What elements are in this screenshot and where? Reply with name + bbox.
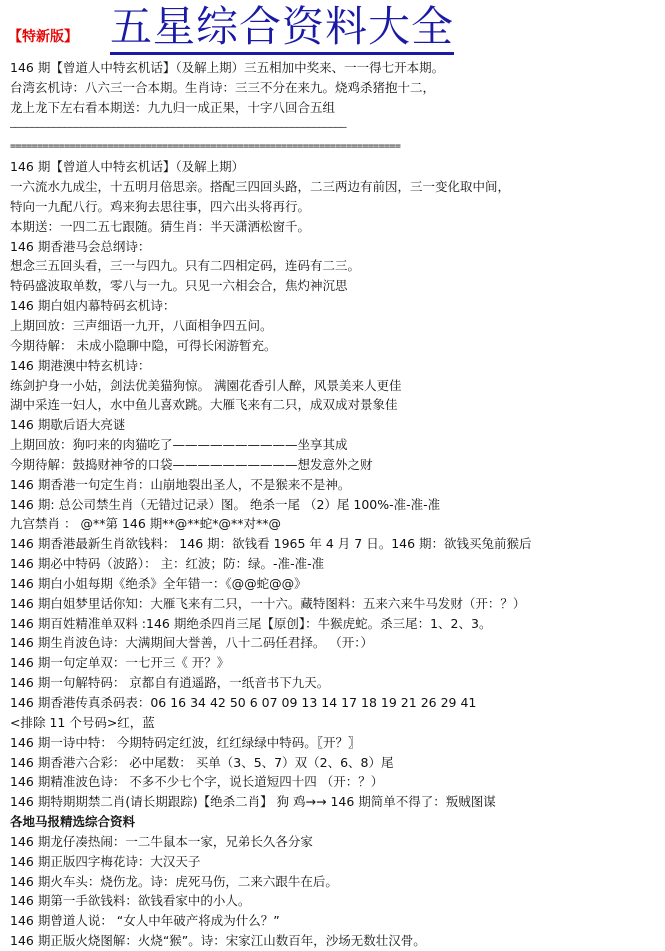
text-line: 146 期【曾道人中特玄机话】（及解上期）三五相加中奖来、一一得七开本期。	[10, 60, 445, 75]
text-line: 146 期一句定单双：一七开三《 开？》	[10, 655, 230, 671]
page-title: 五星综合资料大全	[110, 2, 454, 55]
text-line: 龙上龙下左右看本期送：九九归一成正果，十字八回合五组	[10, 99, 336, 115]
text-line: 146 期火车头：烧伤龙。诗：虎死马伤，二来六跟牛在后。	[10, 873, 338, 889]
text-line: 练剑护身一小姑，剑法优美猫狗惊。 满園花香引人醉，风景美来人更佳	[10, 377, 402, 393]
text-line: 146 期一诗中特： 今期特码定红波，红红绿绿中特码。〖开？〗	[10, 734, 361, 750]
text-line: 146 期百姓精准单双料 :146 期绝杀四肖三尾【原创】：牛猴虎蛇。杀三尾：1、2、3。	[10, 615, 492, 631]
text-line: 本期送：一四二五七跟随。猜生肖：半天潇洒松窗千。	[10, 218, 311, 234]
text-line: 一六流水九成尘，十五明月倍思亲。搭配三四回头路，二三两边有前因，三一变化取中间，	[10, 179, 511, 195]
section-heading: 各地马报精选综合资料	[10, 814, 136, 830]
text-line: 今期待解：鼓捣财神爷的口袋——————————想发意外之财	[10, 456, 373, 472]
text-line: 146 期白姐内幕特码玄机诗：	[10, 298, 176, 314]
text-line: 九宫禁肖 ： @**第 146 期**@**蛇*@**对**@	[10, 516, 282, 532]
text-line: <排除 11 个号码>红，蓝	[10, 714, 155, 730]
text-line: 台湾玄机诗：八六三一合本期。生肖诗：三三不分在来九。烧鸡杀猪抱十二，	[10, 79, 436, 95]
text-line: 146 期生肖波色诗：大满期间大誉善，八十二码任君择。 （开：）	[10, 635, 374, 651]
text-line: 想念三五回头看，三一与四九。只有二四相定码，连码有二三。	[10, 258, 361, 274]
text-line: 146 期香港马会总纲诗：	[10, 238, 151, 254]
text-line: 146 期香港最新生肖欲钱料： 146 期：欲钱看 1965 年 4 月 7 日。146 期：欲钱买兔前猴后	[10, 536, 532, 552]
divider-line: ——————————————————————————————————————————————————————————————	[10, 121, 347, 133]
text-line: 146 期香港六合彩： 必中尾数： 买单（3、5、7）双（2、6、8）尾	[10, 754, 394, 770]
text-line: 146 期一句解特码： 京都自有逍遥路，一纸音书下九天。	[10, 675, 330, 691]
text-line: 146 期香港一句定生肖：山崩地裂出圣人，不是猴来不是神。	[10, 476, 351, 492]
text-line: 146 期【曾道人中特玄机话】（及解上期）	[10, 159, 245, 175]
text-line: 湖中采连一妇人，水中鱼儿喜欢跳。大雁飞来有二只，成双成对景象佳	[10, 397, 398, 413]
text-line: 146 期第一手欲钱料：欲钱看家中的小人。	[10, 893, 251, 909]
text-line: 146 期正版四字梅花诗：大汉天子	[10, 853, 201, 869]
text-line: 146 期香港传真杀码表：06 16 34 42 50 6 07 09 13 14 17 18 19 21 26 29 41	[10, 695, 477, 710]
text-line: 146 期歇后语大亮谜	[10, 417, 126, 433]
text-line: 上期回放：三声细语一九开，八面相争四五问。	[10, 317, 273, 333]
text-line: 146 期曾道人说： “女人中年破产将成为什么？”	[10, 913, 280, 929]
text-line: 上期回放：狗叼来的肉猫吃了——————————坐享其成	[10, 437, 348, 453]
text-line: 146 期正版火烧图解：火烧“猴”。诗：宋家江山数百年，沙场无数壮汉骨。	[10, 933, 426, 949]
document-body	[10, 58, 660, 951]
text-line: 146 期白小姐每期《绝杀》全年错一：《@@蛇@@》	[10, 575, 307, 591]
text-line: 146 期必中特码（波路）： 主：红波；防：绿。-准-准-准	[10, 556, 325, 572]
divider-line: ========================================================================	[10, 141, 401, 153]
text-line: 今期待解： 未成小隐聊中隐，可得长闲游暂充。	[10, 337, 277, 353]
text-line: 146 期龙仔凑热闹：一二牛鼠本一家，兄弟长久各分家	[10, 833, 313, 849]
text-line: 特向一九配八行。鸡来狗去思往事，四六出头将再行。	[10, 198, 311, 214]
text-line: 146 期: 总公司禁生肖（无错过记录）图。 绝杀一尾 （2）尾 100%-准-准-准	[10, 496, 441, 512]
text-line: 146 期白姐梦里话你知：大雁飞来有二只，一十六。藏特图料：五来六来牛马发财（开：？）	[10, 595, 526, 611]
text-line: 146 期特期期禁二肖(请长期跟踪)【绝杀二肖】 狗 鸡→→ 146 期简单不得了：叛贼图谋	[10, 794, 496, 810]
page-header	[0, 0, 665, 58]
text-line: 特码盛波取单数，零八与一九。只见一六相会合，焦灼神沉思	[10, 278, 348, 294]
text-line: 146 期精准波色诗： 不多不少七个字，说长道短四十四 （开：？）	[10, 774, 384, 790]
text-line: 146 期港澳中特玄机诗：	[10, 357, 151, 373]
edition-badge: 【特新版】	[8, 29, 78, 45]
